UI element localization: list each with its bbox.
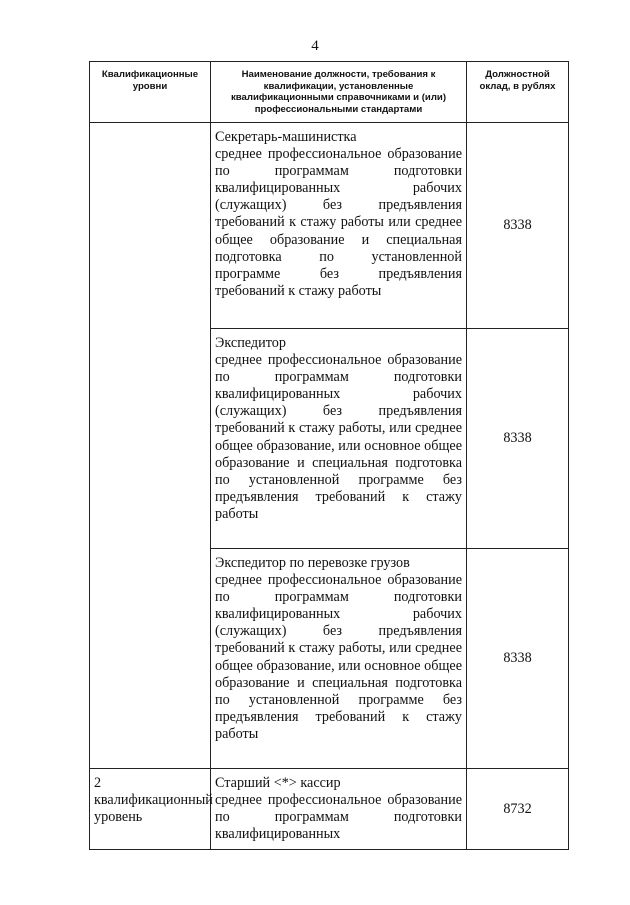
position-title: Экспедитор <box>215 335 286 351</box>
salary-cell: 8338 <box>467 549 569 769</box>
table-row <box>90 123 569 329</box>
table-row <box>90 769 569 850</box>
position-cell <box>211 123 467 329</box>
table-header-row <box>90 62 569 123</box>
position-title: Экспедитор по перевозке грузов <box>215 555 410 571</box>
position-requirements: среднее профессиональное образование по программам подготовки квалифицированных рабочих (служащих) без предъявления требований к стажу работы, или среднее общее образование, или основное общее образование и специальная подготовка по установленной программе без предъявления требований к стажу работы <box>215 352 462 522</box>
position-cell <box>211 329 467 549</box>
position-requirements: среднее профессиональное образование по программам подготовки квалифицированных рабочих (служащих) без предъявления требований к стажу работы, или среднее общее образование, или основное общее образование и специальная подготовка по установленной программе без предъявления требований к стажу работы <box>215 572 462 742</box>
position-requirements: среднее профессиональное образование по программам подготовки квалифицированных <box>215 792 462 843</box>
position-title: Старший <*> кассир <box>215 775 341 791</box>
level-cell <box>90 769 211 850</box>
position-title: Секретарь-машинистка <box>215 129 357 145</box>
header-qualification-levels: Квалификационные уровни <box>90 62 211 123</box>
page-number: 4 <box>311 38 319 54</box>
level-label: квалификационный уровень <box>94 792 213 826</box>
header-position-requirements: Наименование должности, требования к квалификации, установленные квалификационными справочниками и (или) профессиональными стандартами <box>211 62 467 123</box>
position-cell <box>211 549 467 769</box>
header-salary: Должностной оклад, в рублях <box>467 62 569 123</box>
salary-cell: 8338 <box>467 123 569 329</box>
position-requirements: среднее профессиональное образование по программам подготовки квалифицированных рабочих (служащих) без предъявления требований к стажу работы или среднее общее образование и специальная подготовка по установленной программе без предъявления требований к стажу работы <box>215 146 462 299</box>
salary-cell: 8732 <box>467 769 569 850</box>
salary-table <box>89 61 569 850</box>
level-cell <box>90 123 211 769</box>
salary-cell: 8338 <box>467 329 569 549</box>
level-number: 2 <box>94 775 102 791</box>
position-cell <box>211 769 467 850</box>
